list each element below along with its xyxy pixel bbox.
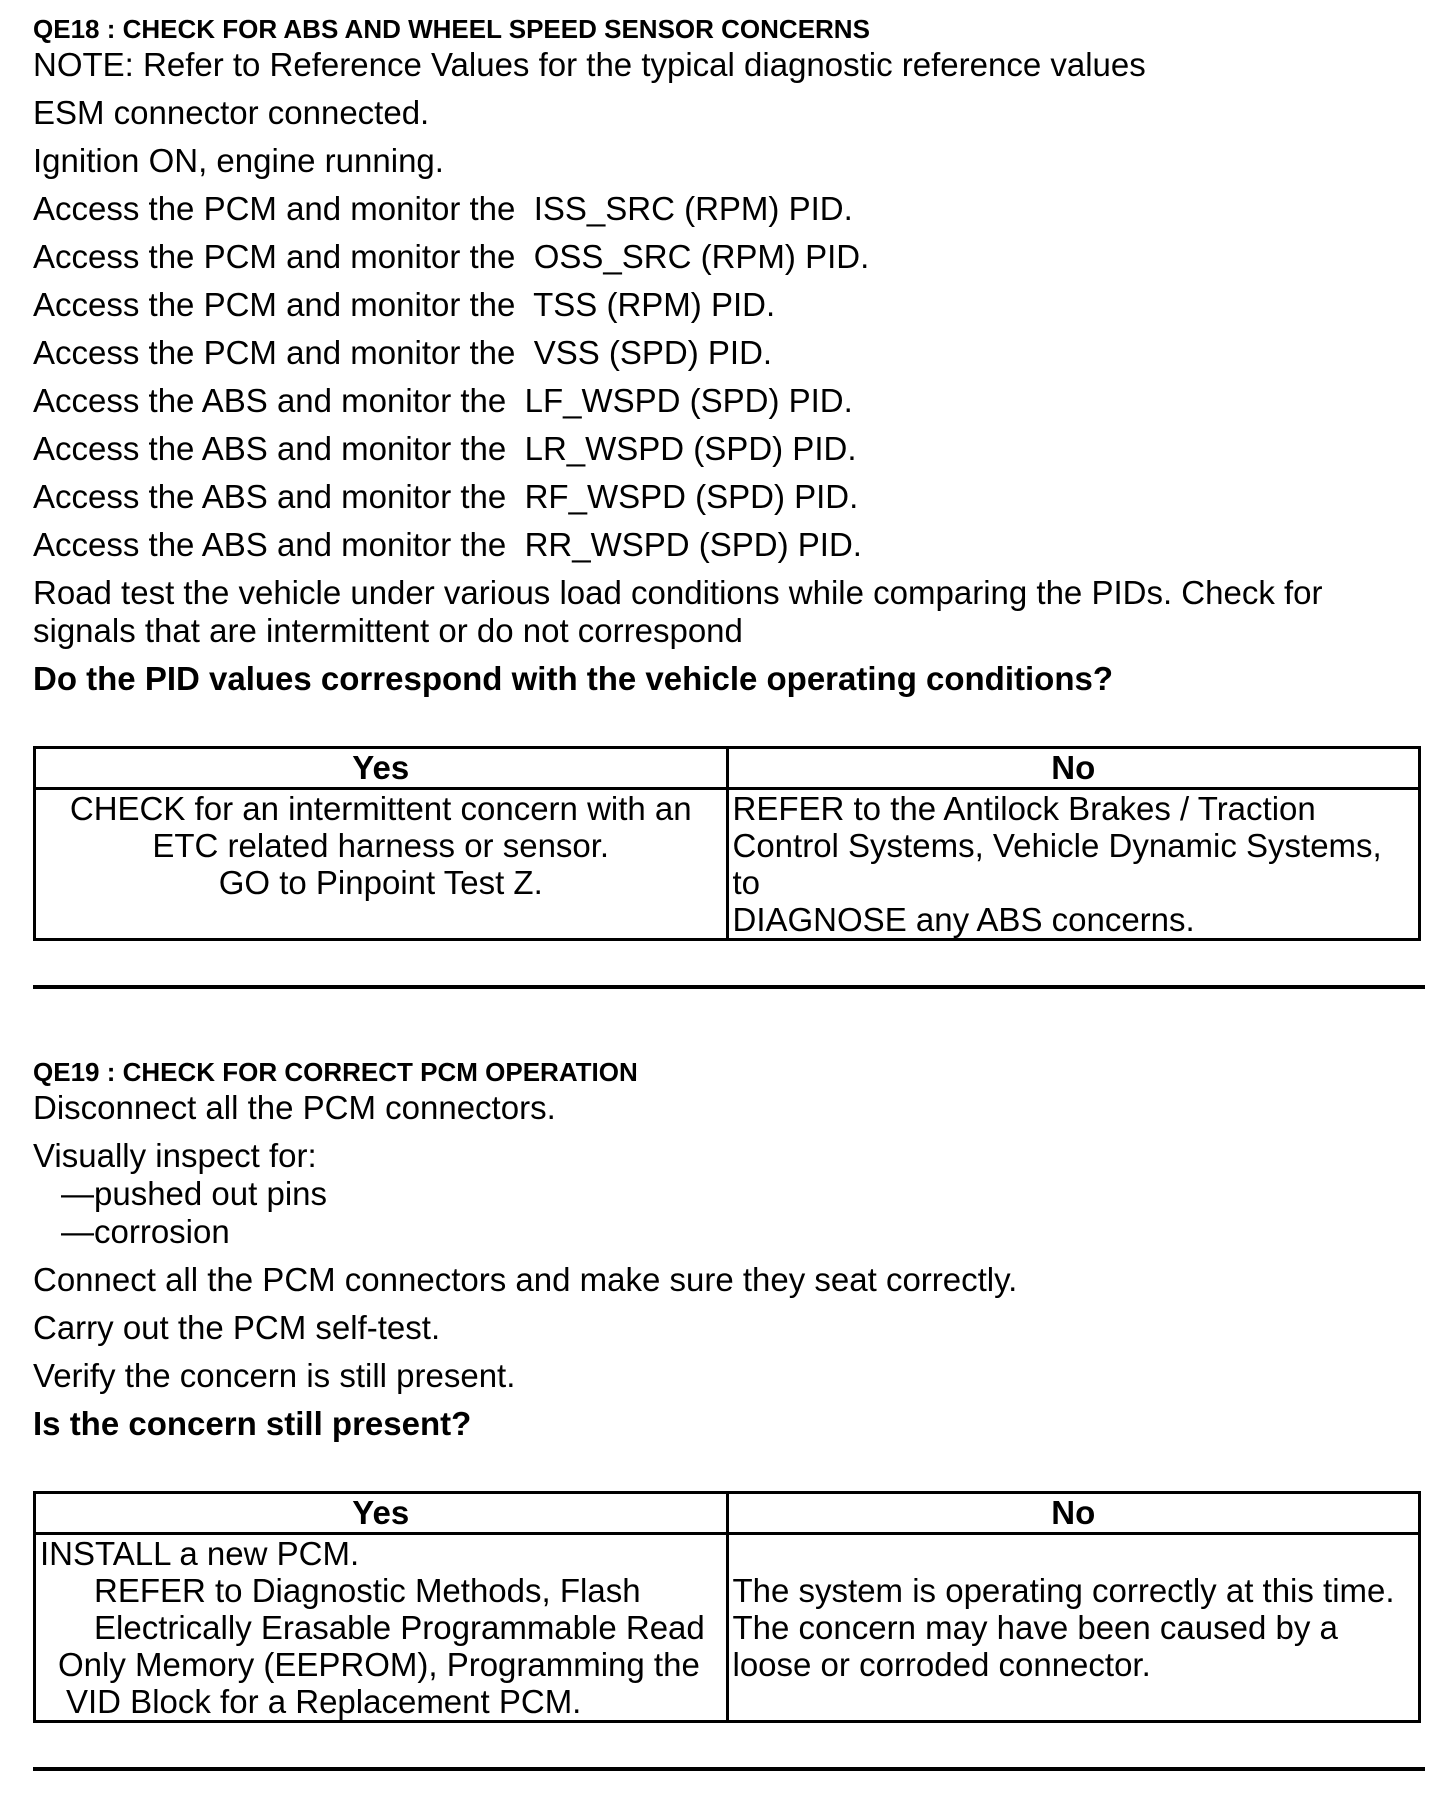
- yes-text-line: Only Memory (EEPROM), Programming the: [58, 1646, 700, 1683]
- instruction-line: Connect all the PCM connectors and make sure they seat correctly.: [33, 1261, 1018, 1298]
- no-cell: [727, 1534, 1420, 1722]
- instruction-line: Access the PCM and monitor the ISS_SRC (RPM) PID.: [33, 190, 853, 227]
- yes-text-line: VID Block for a Replacement PCM.: [66, 1683, 582, 1720]
- no-text-line: DIAGNOSE any ABS concerns.: [732, 901, 1195, 938]
- road-test-line: signals that are intermittent or do not correspond: [33, 612, 743, 649]
- yes-text-line: INSTALL a new PCM.: [40, 1535, 360, 1572]
- no-text-line: The concern may have been caused by a: [732, 1609, 1338, 1646]
- bullet-item: —corrosion: [61, 1213, 230, 1250]
- instruction-line: Verify the concern is still present.: [33, 1357, 516, 1394]
- instruction-line: Access the ABS and monitor the LF_WSPD (SPD) PID.: [33, 382, 853, 419]
- question-qe19: Is the concern still present?: [33, 1405, 472, 1442]
- no-cell: [727, 789, 1420, 940]
- yes-text-line: GO to Pinpoint Test Z.: [218, 864, 543, 901]
- yes-cell: [35, 789, 728, 940]
- yes-text-line: Electrically Erasable Programmable Read: [94, 1609, 705, 1646]
- yes-text-line: ETC related harness or sensor.: [152, 827, 610, 864]
- yes-text-line: CHECK for an intermittent concern with an: [69, 790, 692, 827]
- no-text-line: The system is operating correctly at this time.: [732, 1572, 1395, 1609]
- question-qe18: Do the PID values correspond with the vehicle operating conditions?: [33, 660, 1113, 697]
- instruction-line: Access the PCM and monitor the VSS (SPD) PID.: [33, 334, 773, 371]
- document-page: [33, 12, 1423, 1771]
- yes-text-line: REFER to Diagnostic Methods, Flash: [94, 1572, 641, 1609]
- instruction-line: Ignition ON, engine running.: [33, 142, 444, 179]
- bullet-item: —pushed out pins: [61, 1175, 328, 1212]
- instruction-line: ESM connector connected.: [33, 94, 430, 131]
- qe18-instructions: [33, 46, 1423, 650]
- instruction-line: Access the PCM and monitor the TSS (RPM) PID.: [33, 286, 776, 323]
- no-header: No: [727, 748, 1420, 789]
- instruction-line: Visually inspect for:: [33, 1137, 317, 1174]
- no-text-line: loose or corroded connector.: [732, 1646, 1151, 1683]
- no-text-line: Control Systems, Vehicle Dynamic Systems, to: [732, 827, 1382, 901]
- qe19-instructions: [33, 1089, 1423, 1395]
- section-divider: [33, 1767, 1425, 1771]
- no-header: No: [727, 1493, 1420, 1534]
- instruction-line: Access the ABS and monitor the RR_WSPD (SPD) PID.: [33, 526, 862, 563]
- step-title-qe19: QE19 : CHECK FOR CORRECT PCM OPERATION: [33, 1057, 638, 1087]
- step-title-qe18: QE18 : CHECK FOR ABS AND WHEEL SPEED SENSOR CONCERNS: [33, 14, 870, 44]
- yes-cell: [35, 1534, 728, 1722]
- instruction-line: NOTE: Refer to Reference Values for the typical diagnostic reference values: [33, 46, 1146, 83]
- yes-no-table-qe19: [33, 1491, 1421, 1723]
- instruction-line: Carry out the PCM self-test.: [33, 1309, 441, 1346]
- road-test-line: Road test the vehicle under various load conditions while comparing the PIDs. Check for: [33, 574, 1323, 611]
- yes-header: Yes: [35, 748, 728, 789]
- instruction-line: Access the ABS and monitor the RF_WSPD (SPD) PID.: [33, 478, 859, 515]
- no-text-line: REFER to the Antilock Brakes / Traction: [732, 790, 1316, 827]
- instruction-line: Access the PCM and monitor the OSS_SRC (RPM) PID.: [33, 238, 870, 275]
- instruction-line: Access the ABS and monitor the LR_WSPD (SPD) PID.: [33, 430, 857, 467]
- yes-no-table-qe18: [33, 746, 1421, 941]
- yes-header: Yes: [35, 1493, 728, 1534]
- instruction-line: Disconnect all the PCM connectors.: [33, 1089, 556, 1126]
